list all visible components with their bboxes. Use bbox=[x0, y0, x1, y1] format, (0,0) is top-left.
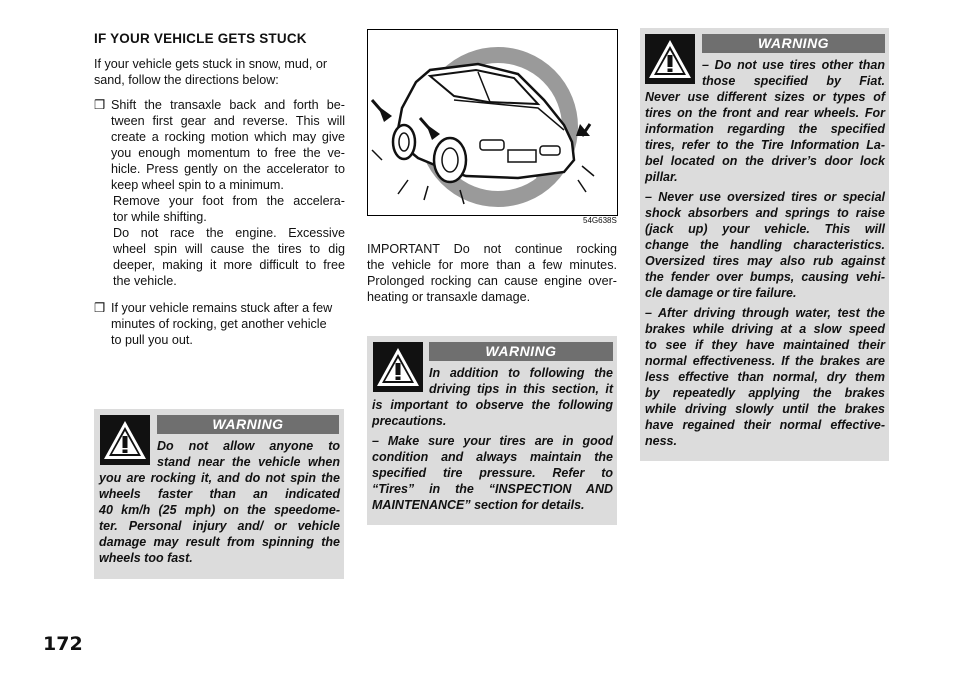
intro-paragraph: If your vehicle gets stuck in snow, mud, or sand, follow the directions below: bbox=[94, 57, 328, 87]
warning-label: WARNING bbox=[429, 342, 613, 361]
important-note: IMPORTANT Do not continue rocking the vehicle for more than a few minutes. Prolonged rocking can cause engine over- heating or transaxle damage. bbox=[367, 242, 617, 304]
warning-text: – Do not use tires other than those specified by Fiat. Never use different sizes or types of tires on the front and rear wheels. For information regarding the specified tires, refer to the Tire Information La- bel located on the driver’s door lock pillar. – Never use oversized tires or special shock absorbers and springs to raise (jack up) your vehicle. This will change the handling characteristics. Oversized tires may also rub against the fender over bumps, causing vehi- cle damage or tire failure. – After driving through water, test the brakes while driving at a slow speed to see if they have maintained their normal effectiveness. If the brakes are less effective than normal, dry them by repeatedly applying the brakes while driving slowly until the brakes have regained their normal effective- ness. bbox=[645, 58, 885, 448]
stuck-vehicle-illustration bbox=[367, 29, 618, 216]
bullet-text: Shift the transaxle back and forth be- tween first gear and reverse. This will create a rocking motion which may give you enough momentum to free the ve- hicle. Press gently on the accelerator to keep wheel spin to a minimum. Remove your foot from the accelera- tor while shifting. Do not race the engine. Excessive wheel spin will cause the tires to dig deeper, making it more difficult to free the vehicle. bbox=[111, 98, 345, 288]
warning-label: WARNING bbox=[702, 34, 885, 53]
page-number: 172 bbox=[43, 633, 83, 655]
bullet-checkbox-icon: ❒ bbox=[94, 98, 106, 112]
section-title: IF YOUR VEHICLE GETS STUCK bbox=[94, 31, 307, 46]
warning-text: In addition to following the driving tips in this section, it is important to observe the following precautions. – Make sure your tires are in good condition and always maintain the specified tire pressure. Refer to “Tires” in the “INSPECTION AND MAINTENANCE” section for details. bbox=[372, 366, 613, 512]
bullet-checkbox-icon: ❒ bbox=[94, 301, 106, 315]
warning-box-rocking bbox=[94, 409, 344, 579]
car-rocking-prohibited-image bbox=[368, 30, 617, 215]
warning-text: Do not allow anyone to stand near the vehicle when you are rocking it, and do not spin the wheels faster than an indicated 40 km/h (25 mph) on the speedome- ter. Personal injury and/ or vehicle damage may result from spinning the wheels too fast. bbox=[99, 439, 340, 565]
warning-label: WARNING bbox=[157, 415, 339, 434]
bullet-text: If your vehicle remains stuck after a few minutes of rocking, get another vehicle to pull you out. bbox=[111, 301, 333, 347]
warning-box-driving-tips bbox=[367, 336, 617, 525]
figure-code: 54G638S bbox=[583, 216, 617, 225]
warning-box-tires bbox=[640, 28, 889, 461]
